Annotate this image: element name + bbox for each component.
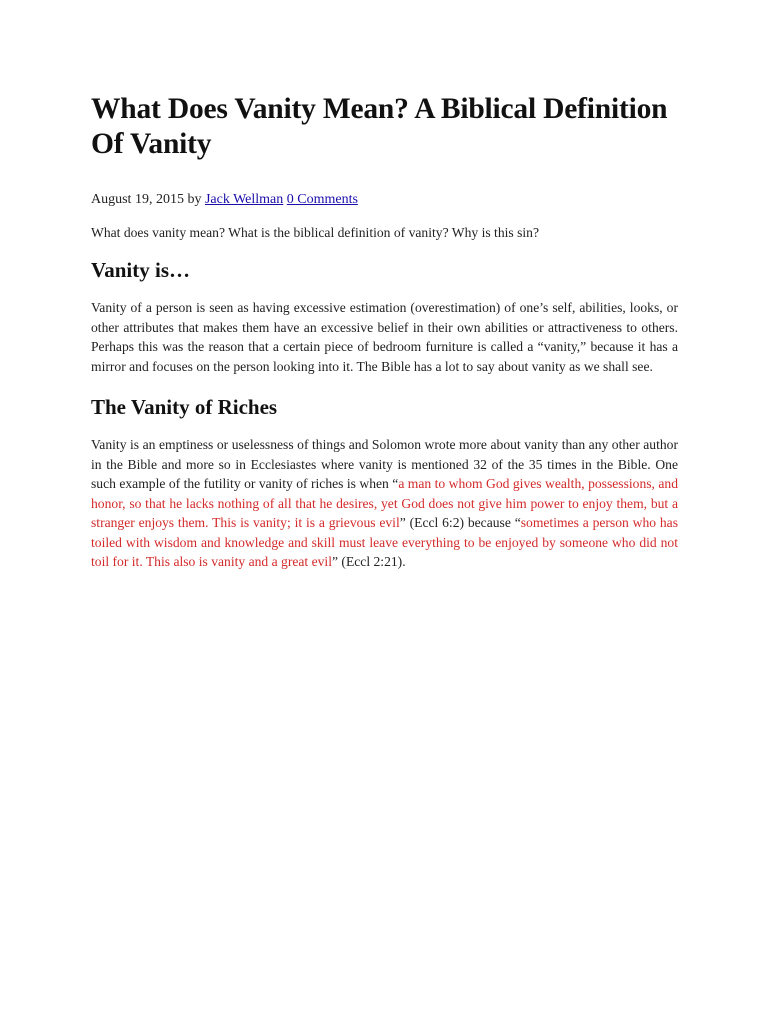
post-meta: [91, 191, 678, 209]
paragraph-text-start: Vanity is an emptiness or uselessness of things and Solomon wrote more about vanity than any other author in the Bible and more so in Ecclesiastes where vanity is mentioned 32 of the 35 times in the Bible. One such example of the futility or vanity of riches is when “: [91, 437, 678, 491]
post-date: August 19, 2015 by: [91, 192, 205, 207]
scripture-quote-eccl-6-2: a man to whom God gives wealth, possessions, and honor, so that he lacks nothing of all that he desires, yet God does not give him power to enjoy them, but a stranger enjoys them. This is vanity; it is a grievous evil: [91, 476, 678, 530]
comments-link[interactable]: 0 Comments: [286, 192, 358, 207]
section-heading-vanity-is: Vanity is…: [91, 258, 191, 282]
section-paragraph-vanity-is: Vanity of a person is seen as having excessive estimation (overestimation) of one’s self, abilities, looks, or other attributes that makes them have an excessive belief in their own abilities or attractiveness to others. Perhaps this was the reason that a certain piece of bedroom furniture is called a “vanity,” because it has a mirror and focuses on the person looking into it. The Bible has a lot to say about vanity as we shall see.: [91, 300, 678, 374]
author-link[interactable]: Jack Wellman: [204, 192, 284, 207]
scripture-quote-eccl-2-21: sometimes a person who has toiled with wisdom and knowledge and skill must leave everything to be enjoyed by someone who did not toil for it. This also is vanity and a great evil: [91, 515, 679, 569]
article-title: What Does Vanity Mean? A Biblical Definition Of Vanity: [91, 93, 668, 160]
section-paragraph-vanity-of-riches: [91, 435, 678, 572]
paragraph-text-middle: ” (Eccl 6:2) because “: [399, 515, 521, 530]
paragraph-text-end: ” (Eccl 2:21).: [332, 554, 406, 569]
intro-text: What does vanity mean? What is the biblical definition of vanity? Why is this sin?: [91, 225, 539, 240]
section-heading-vanity-of-riches: The Vanity of Riches: [91, 395, 278, 419]
article: [91, 92, 678, 572]
